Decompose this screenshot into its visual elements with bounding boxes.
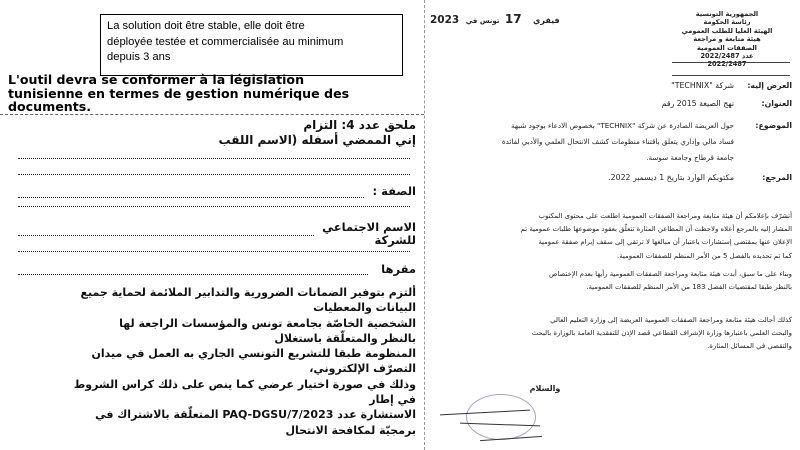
- reference-label: المرجع:: [762, 173, 792, 182]
- letterhead-line: الهيئة العليا للطلب العمومي: [681, 26, 773, 35]
- recipient-value: شركة "TECHNIX": [671, 81, 734, 90]
- commitment-line: وذلك في صورة اختيار عرضي كما ينص على ذلك كراس الشروط: [73, 377, 416, 391]
- note-line: depuis 3 ans: [107, 51, 171, 63]
- date-prefix: تونس في: [465, 17, 500, 25]
- panel-separator: [424, 0, 425, 450]
- company-label: للشركة: [374, 233, 416, 247]
- social-name-label: الاسم الاجتماعي: [322, 220, 416, 234]
- legislation-heading: [8, 73, 418, 114]
- address-label: العنوان:: [761, 99, 792, 108]
- letterhead-line: عدد 2022/2487: [700, 52, 754, 61]
- reference-stamp: [672, 62, 790, 76]
- commitment-line: ألتزم بتوفير الضمانات الضرورية والتدابير الملائمة لحماية جميع: [80, 286, 416, 299]
- heading-line: documents.: [8, 99, 92, 114]
- commitment-line: في إطار: [369, 393, 416, 407]
- fill-in-line: [18, 158, 410, 159]
- commitment-line: برمجيّة لمكافحة الانتحال: [285, 423, 416, 437]
- subject-value: حول العريضة الصادرة عن شركة "TECHNIX" بخصوص الادعاء بوجود شبهة فساد مالي وإداري يتعلق باقتناء منظومات كشف الانتحال العلمي والأدبي لفائدة جامعة قرطاج وجامعة سوسة.: [501, 121, 734, 162]
- letterhead-line: 2022/2487: [707, 60, 747, 69]
- commitment-line: التصرّف الإلكتروني،: [309, 362, 416, 376]
- note-line: déployée testée et commercialisée au minimum: [107, 35, 344, 48]
- letterhead-line: الجمهورية التونسية: [695, 10, 759, 18]
- note-line: La solution doit être stable, elle doit être: [107, 20, 305, 32]
- role-fill-line: [18, 197, 364, 198]
- commitment-form: [6, 118, 416, 148]
- reference-value: مكتوبكم الوارد بتاريخ 1 ديسمبر 2022.: [608, 173, 734, 182]
- fill-in-line: [18, 251, 410, 252]
- fill-in-line: [18, 206, 410, 207]
- date-month: فيفري: [533, 16, 560, 25]
- role-row: [6, 184, 416, 198]
- letter-paragraph-1: أتشرّف بإعلامكم أن هيئة متابعة ومراجعة الصفقات العمومية اطلعت على محتوى المكتوب المشار إليه بالمرجع أعلاه ولاحظت أن المطاعن المثارة تتعلّق بعقود موضوعها طلبات عمومية تم الإعلان عنها بمقتضى إستشارات باعتبار أن مبالغها لا ترتقي إلى سقف إبرام صفقة عمومية كما تم تحديده بالفصل 5 من الأمر المنظم للصفقات العمومية.: [520, 212, 792, 260]
- date-day: 17: [504, 12, 522, 26]
- letter-paragraph-2: وبناء على ما سبق، أبدت هيئة متابعة ومراجعة الصفقات العمومية رأيها بعدم الإختصاص بالنظر طبقا لمقتضيات الفصل 183 من الأمر المنظم للصفقات العمومية.: [549, 270, 792, 292]
- heading-line: tunisienne en termes de gestion numérique des: [8, 85, 350, 101]
- commitment-line: بالنظر والمتعلّقة باستغلال: [274, 331, 416, 345]
- signature: [430, 390, 560, 448]
- fill-in-line: [18, 174, 410, 175]
- date-year: 2023: [430, 14, 460, 26]
- commitment-line: الشخصية الخاصّة بجامعة تونس والمؤسسات الراجعة لها: [119, 316, 416, 330]
- commitment-line: الاستشارة عدد PAQ-DGSU/7/2023 المتعلّقة بالاشتراك في: [95, 408, 416, 422]
- company-row: [6, 221, 416, 247]
- hq-label: مقرها: [381, 262, 416, 276]
- letterhead: [662, 10, 792, 69]
- heading-line: L'outil devra se conformer à la législation: [8, 72, 305, 87]
- letter-date: [430, 12, 560, 28]
- closing-salutation: والسلام: [529, 384, 561, 393]
- commitment-line: البيانات والمعطيات: [313, 301, 416, 315]
- hq-fill-line: [18, 274, 368, 275]
- section-divider: [0, 114, 424, 115]
- commitment-text: [4, 285, 416, 438]
- signer-line: إني الممضي أسفله (الاسم اللقب: [218, 133, 416, 147]
- letterhead-line: الصفقات العمومية: [697, 43, 757, 52]
- role-label: الصفة :: [372, 184, 416, 198]
- letter-paragraph-3: كذلك أحالت هيئة متابعة ومراجعة الصفقات العمومية العريضة إلى وزارة التعليم العالي والبحث العلمي باعتبارها وزارة الإشراف القطاعي قصد الإذن للتفقدية العامة بالوزارة بالبحث والتقصي في المسائل المثارة.: [531, 316, 792, 351]
- official-letter-panel: [426, 0, 800, 450]
- letterhead-line: رئاسة الحكومة: [703, 18, 751, 27]
- commitment-line: المنظومة طبقا للتشريع التونسي الجاري به العمل في ميدان: [91, 347, 416, 361]
- annex-title: ملحق عدد 4: التزام: [303, 118, 416, 132]
- address-value: نهج الصيغة 2015 رقم: [661, 99, 734, 108]
- requirement-note-box: [100, 14, 403, 76]
- recipient-label: العرض إليه:: [747, 81, 792, 90]
- letterhead-line: هيئة متابعة و مراجعة: [693, 35, 761, 44]
- subject-label: الموضوع:: [755, 121, 792, 130]
- company-fill-line: [18, 235, 314, 236]
